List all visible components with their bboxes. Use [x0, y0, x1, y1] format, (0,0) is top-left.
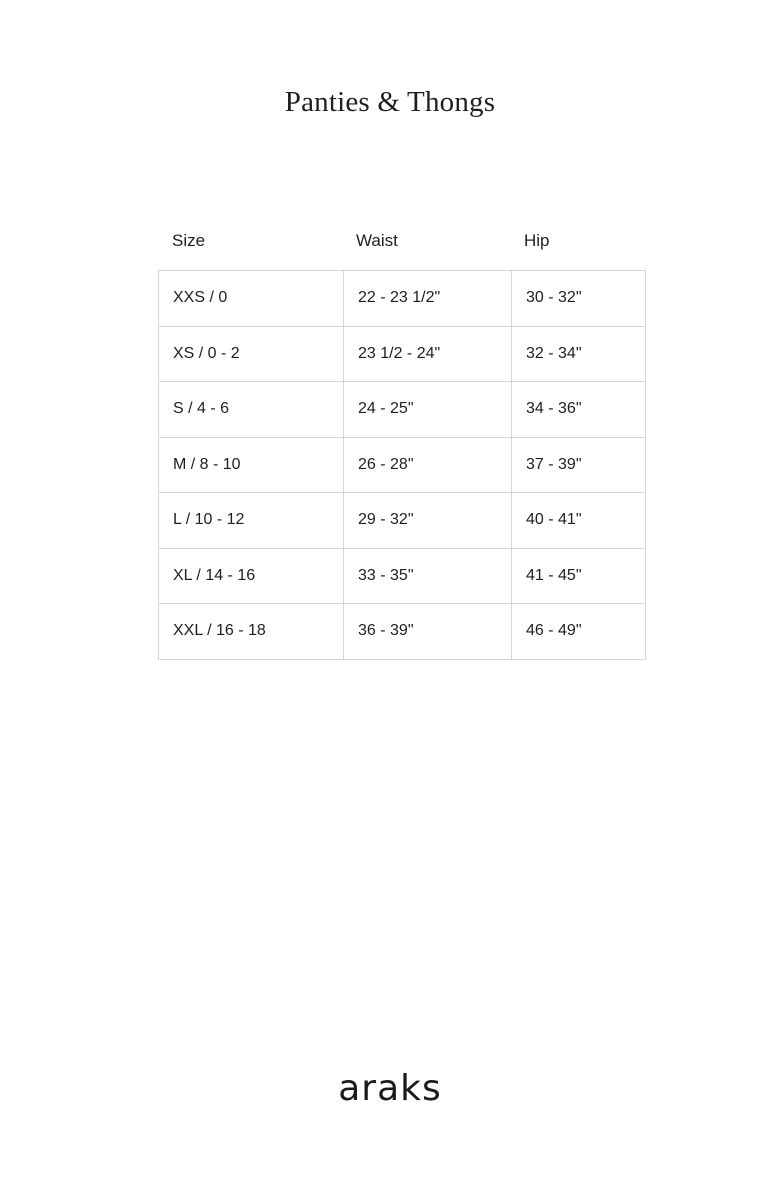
- hip-cell: 32 - 34": [512, 326, 646, 382]
- size-cell: XXL / 16 - 18: [159, 604, 344, 660]
- size-cell: L / 10 - 12: [159, 493, 344, 549]
- size-chart-table: [158, 270, 646, 660]
- size-cell: XS / 0 - 2: [159, 326, 344, 382]
- hip-cell: 46 - 49": [512, 604, 646, 660]
- size-cell: XXS / 0: [159, 271, 344, 327]
- column-header-hip: Hip: [524, 231, 550, 250]
- waist-cell: 29 - 32": [344, 493, 512, 549]
- hip-cell: 37 - 39": [512, 437, 646, 493]
- hip-cell: 40 - 41": [512, 493, 646, 549]
- table-row: [159, 493, 646, 549]
- waist-cell: 23 1/2 - 24": [344, 326, 512, 382]
- column-header-waist: Waist: [356, 231, 398, 250]
- table-row: [159, 326, 646, 382]
- table-row: [159, 437, 646, 493]
- table-row: [159, 604, 646, 660]
- size-cell: XL / 14 - 16: [159, 548, 344, 604]
- waist-cell: 36 - 39": [344, 604, 512, 660]
- table-row: [159, 548, 646, 604]
- hip-cell: 41 - 45": [512, 548, 646, 604]
- column-header-size: Size: [172, 231, 206, 250]
- size-cell: M / 8 - 10: [159, 437, 344, 493]
- waist-cell: 26 - 28": [344, 437, 512, 493]
- brand-logo: araks: [338, 1068, 442, 1109]
- hip-cell: 34 - 36": [512, 382, 646, 438]
- waist-cell: 22 - 23 1/2": [344, 271, 512, 327]
- waist-cell: 33 - 35": [344, 548, 512, 604]
- table-row: [159, 382, 646, 438]
- page-title: Panties & Thongs: [284, 86, 496, 118]
- table-row: [159, 271, 646, 327]
- size-cell: S / 4 - 6: [159, 382, 344, 438]
- hip-cell: 30 - 32": [512, 271, 646, 327]
- waist-cell: 24 - 25": [344, 382, 512, 438]
